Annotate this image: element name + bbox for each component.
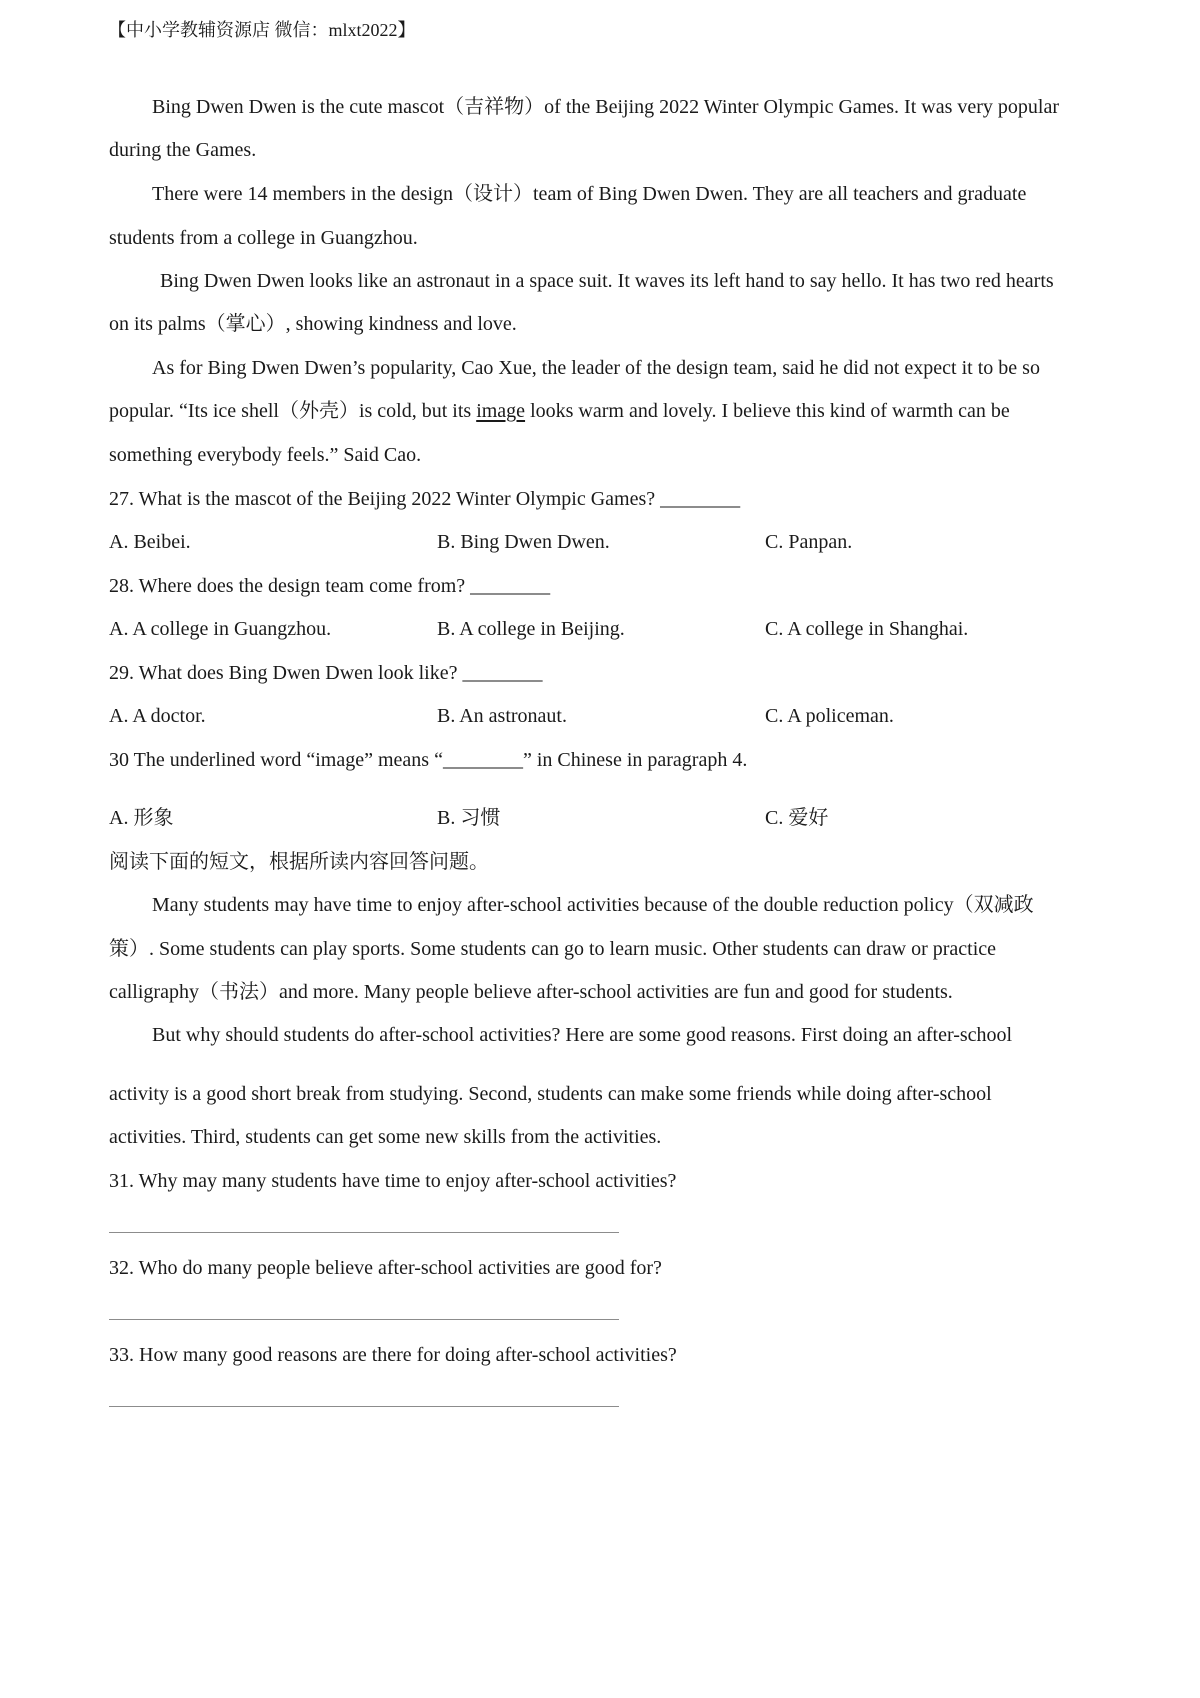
watermark-header: 【中小学教辅资源店 微信：mlxt2022】	[108, 20, 416, 40]
line-text-before: popular. “Its ice shell（外壳）is cold, but its	[109, 400, 477, 422]
question-33: 33. How many good reasons are there for doing after-school activities?	[109, 1344, 677, 1366]
q29-option-c: C. A policeman.	[765, 705, 894, 727]
answer-line-33[interactable]	[109, 1406, 619, 1407]
question-30: 30 The underlined word “image” means “________” in Chinese in paragraph 4.	[109, 749, 748, 771]
passage-1-para-3-line-1: Bing Dwen Dwen looks like an astronaut in a space suit. It waves its left hand to say hello. It has two red hearts	[160, 270, 1054, 292]
q27-option-c: C. Panpan.	[765, 531, 853, 553]
q27-option-b: B. Bing Dwen Dwen.	[437, 531, 610, 553]
q28-option-a: A. A college in Guangzhou.	[109, 618, 332, 640]
q30-option-c: C. 爱好	[765, 807, 829, 829]
passage-2-para-2-line-1: But why should students do after-school activities? Here are some good reasons. First doing an after-school	[152, 1024, 1013, 1046]
passage-1-para-1-line-1: Bing Dwen Dwen is the cute mascot（吉祥物）of the Beijing 2022 Winter Olympic Games. It was very popular	[152, 96, 1059, 118]
line-text-after: looks warm and lovely. I believe this kind of warmth can be	[525, 400, 1010, 422]
passage-1-para-2-line-2: students from a college in Guangzhou.	[109, 227, 418, 249]
q29-option-a: A. A doctor.	[109, 705, 206, 727]
passage-2-para-2-line-3: activities. Third, students can get some new skills from the activities.	[109, 1126, 662, 1148]
passage-2-para-1-line-2: 策）. Some students can play sports. Some students can go to learn music. Other students can draw or practice	[109, 938, 997, 960]
question-27: 27. What is the mascot of the Beijing 2022 Winter Olympic Games? ________	[109, 488, 741, 510]
passage-1-para-1-line-2: during the Games.	[109, 139, 257, 161]
q28-option-b: B. A college in Beijing.	[437, 618, 625, 640]
q28-option-c: C. A college in Shanghai.	[765, 618, 969, 640]
section-2-instruction: 阅读下面的短文，根据所读内容回答问题。	[109, 851, 489, 873]
question-31: 31. Why may many students have time to enjoy after-school activities?	[109, 1170, 677, 1192]
answer-line-32[interactable]	[109, 1319, 619, 1320]
q30-option-a: A. 形象	[109, 807, 174, 829]
passage-1-para-2-line-1: There were 14 members in the design（设计）team of Bing Dwen Dwen. They are all teachers and graduate	[152, 183, 1027, 205]
question-28: 28. Where does the design team come from? ________	[109, 575, 551, 597]
passage-1-para-4-line-2	[109, 397, 1010, 425]
question-29: 29. What does Bing Dwen Dwen look like? ________	[109, 662, 543, 684]
q29-option-b: B. An astronaut.	[437, 705, 567, 727]
answer-line-31[interactable]	[109, 1232, 619, 1233]
passage-1-para-4-line-3: something everybody feels.” Said Cao.	[109, 444, 422, 466]
question-32: 32. Who do many people believe after-school activities are good for?	[109, 1257, 662, 1279]
passage-1-para-4-line-1: As for Bing Dwen Dwen’s popularity, Cao Xue, the leader of the design team, said he did not expect it to be so	[152, 357, 1040, 379]
passage-2-para-1-line-3: calligraphy（书法）and more. Many people believe after-school activities are fun and good for students.	[109, 981, 953, 1003]
passage-2-para-1-line-1: Many students may have time to enjoy after-school activities because of the double reduction policy（双减政	[152, 894, 1034, 916]
underlined-word-image: image	[476, 400, 526, 422]
q27-option-a: A. Beibei.	[109, 531, 191, 553]
passage-1-para-3-line-2: on its palms（掌心）, showing kindness and love.	[109, 313, 517, 335]
q30-option-b: B. 习惯	[437, 807, 501, 829]
passage-2-para-2-line-2: activity is a good short break from studying. Second, students can make some friends while doing after-school	[109, 1083, 992, 1105]
